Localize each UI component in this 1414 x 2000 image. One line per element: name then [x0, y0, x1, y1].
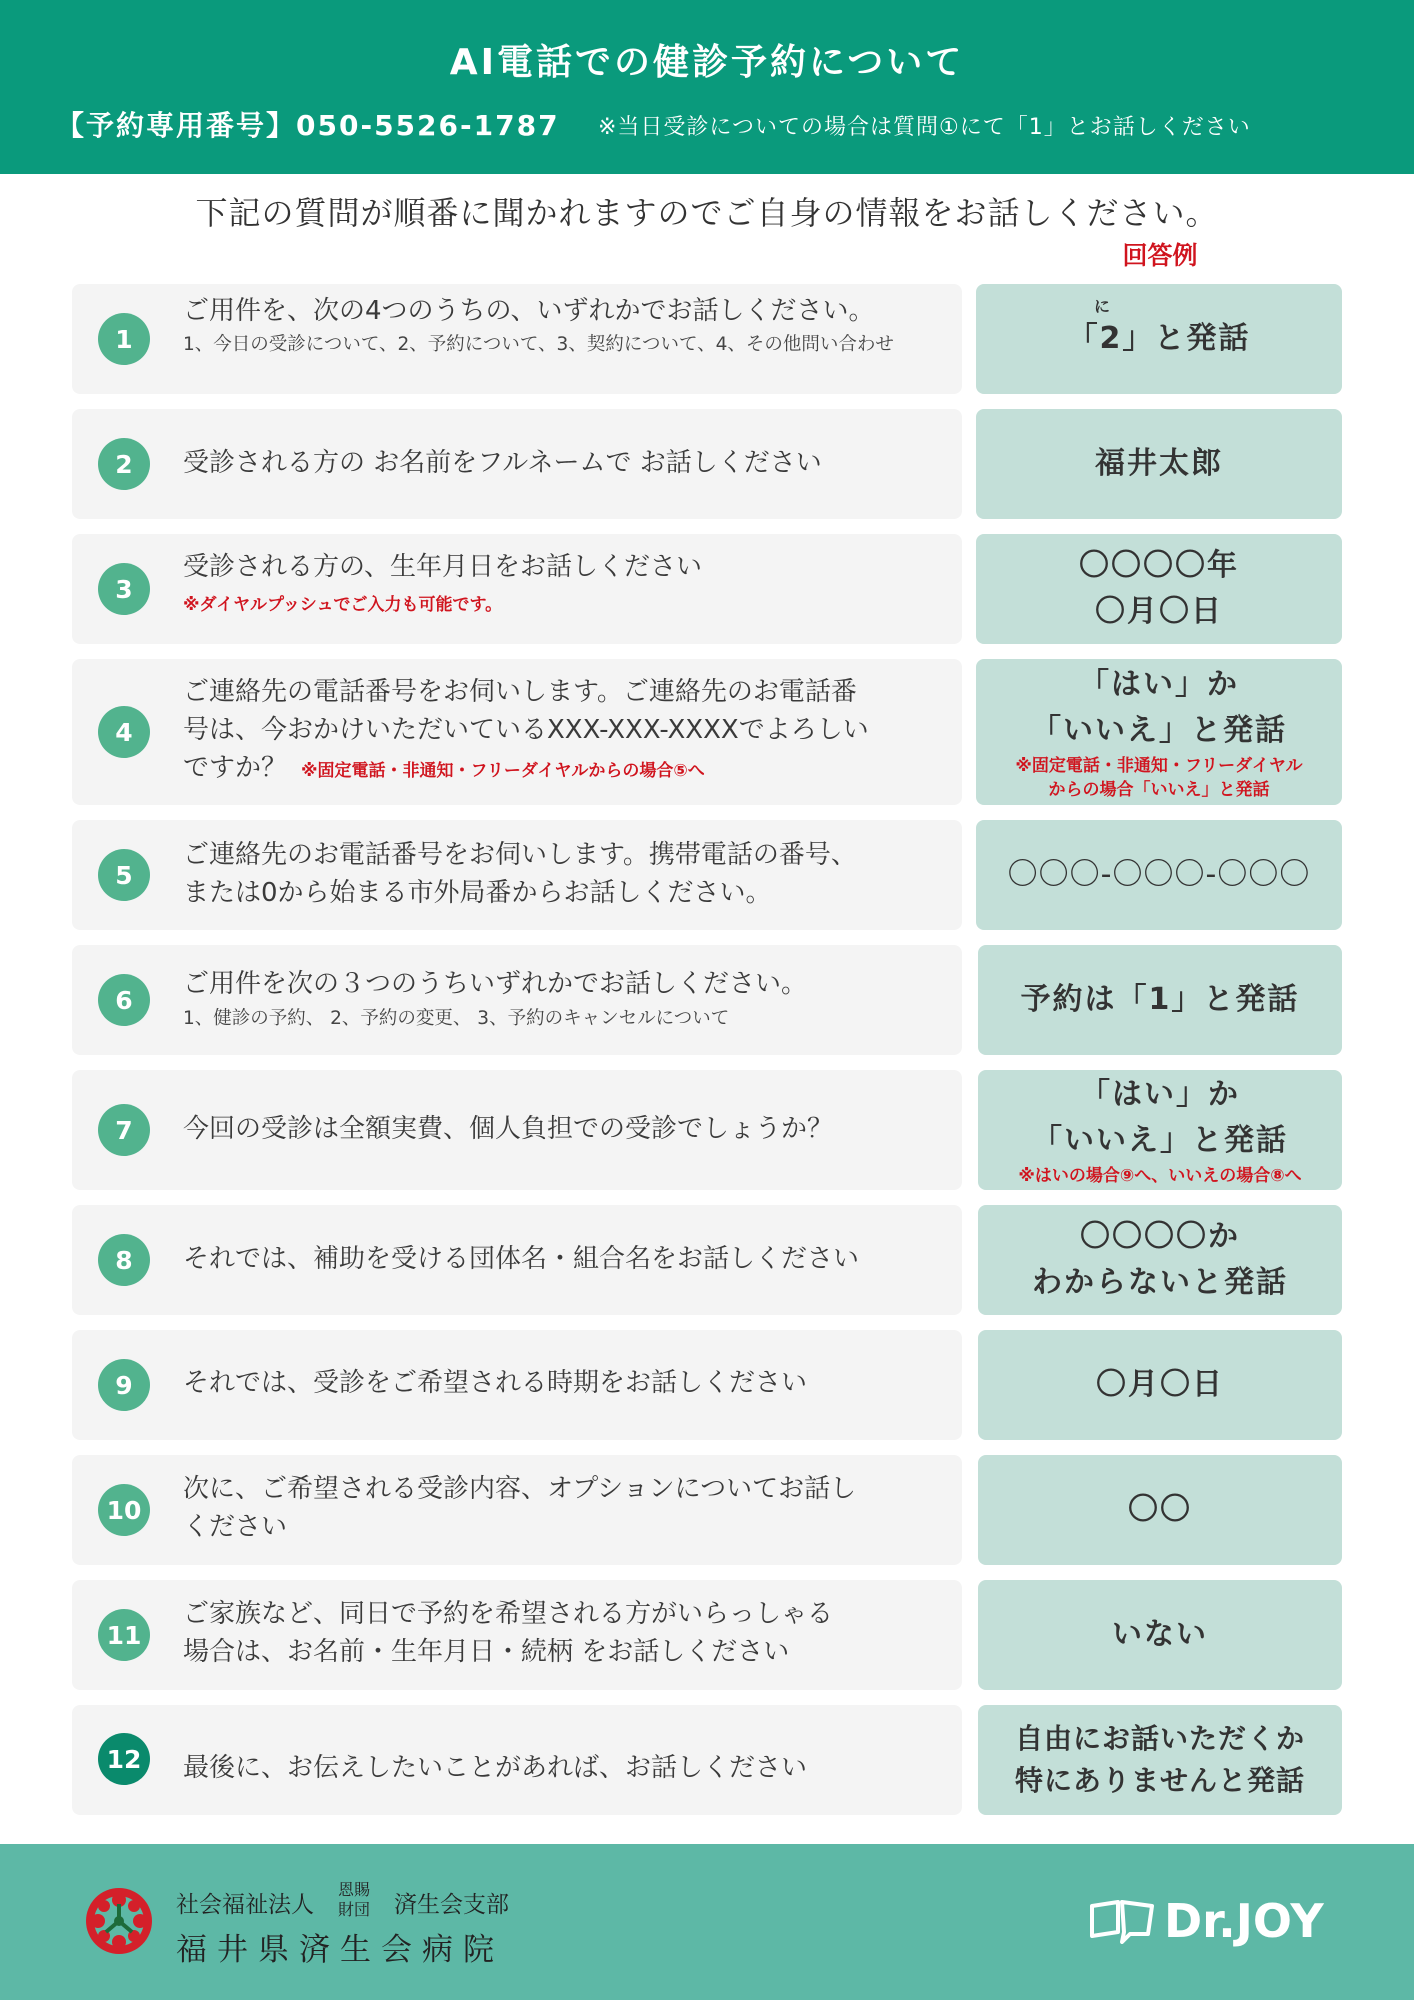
answer-line-2: 特にありませんと発話: [1014, 1764, 1305, 1797]
answer-line-1: 自由にお話いただくか: [1014, 1722, 1305, 1755]
question-subtext: 1、健診の予約、 2、予約の変更、 3、予約のキャンセルについて: [183, 1008, 730, 1029]
answer-line-2: 「いいえ」と発話: [1031, 713, 1287, 748]
question-row-8: [72, 1205, 1342, 1315]
question-line-1: ご連絡先のお電話番号をお伺いします。携帯電話の番号、: [183, 840, 857, 870]
drjoy-logo: [1088, 1894, 1324, 1948]
question-text: 受診される方の、生年月日をお話しください: [183, 552, 702, 582]
question-row-1: [72, 284, 1342, 394]
logo-text: Dr.JOY: [1164, 1894, 1324, 1948]
question-box: [72, 659, 962, 805]
question-line-2: ください: [183, 1512, 288, 1542]
answer-box: [978, 1705, 1342, 1815]
answer-box: [978, 1580, 1342, 1690]
question-row-10: [72, 1455, 1342, 1565]
book-chat-icon: [1088, 1898, 1158, 1944]
question-line-2: 号は、今おかけいただいているXXX-XXX-XXXXでよろしい: [183, 715, 869, 745]
step-badge-10: 10: [98, 1484, 150, 1536]
question-line-3: ですか？: [183, 753, 288, 783]
answer-box: [976, 820, 1342, 930]
answer-box: [978, 1205, 1342, 1315]
step-badge-2: 2: [98, 438, 150, 490]
question-box: [72, 284, 962, 394]
answer-line-2: わからないと発話: [1032, 1265, 1288, 1300]
question-text: 最後に、お伝えしたいことがあれば、お話しください: [183, 1753, 808, 1783]
answer-line-2: 「いいえ」と発話: [1032, 1123, 1288, 1158]
page-title: AI電話での健診予約について: [449, 42, 965, 83]
question-row-6: [72, 945, 1342, 1055]
question-row-12: [72, 1705, 1342, 1815]
answer-box: [976, 284, 1342, 394]
reservation-phone-number: 【予約専用番号】050-5526-1787: [56, 109, 560, 142]
answer-text: 〇月〇日: [1096, 1367, 1224, 1402]
question-box: [72, 1455, 962, 1565]
step-badge-12: 12: [98, 1733, 150, 1785]
answer-text: 〇〇〇-〇〇〇-〇〇〇: [1007, 857, 1311, 892]
step-badge-5: 5: [98, 849, 150, 901]
answer-example-label: 回答例: [1122, 241, 1198, 270]
step-badge-11: 11: [98, 1609, 150, 1661]
question-row-5: [72, 820, 1342, 930]
question-box: [72, 945, 962, 1055]
step-badge-3: 3: [98, 563, 150, 615]
question-row-3: [72, 534, 1342, 644]
answer-line-2: 〇月〇日: [1095, 594, 1223, 629]
answer-line-1: 「はい」か: [1079, 667, 1239, 702]
org-foundation-label: 恩賜 財団: [338, 1880, 371, 1919]
question-box: [72, 1330, 962, 1440]
org-branch: 済生会支部: [394, 1892, 509, 1918]
question-row-11: [72, 1580, 1342, 1690]
step-badge-1: 1: [98, 313, 150, 365]
answer-box: [978, 1070, 1342, 1190]
question-line-1: ご家族など、同日で予約を希望される方がいらっしゃる: [183, 1599, 834, 1629]
answer-box: [978, 945, 1342, 1055]
step-badge-7: 7: [98, 1104, 150, 1156]
question-box: [72, 1580, 962, 1690]
answer-line-1: 〇〇〇〇か: [1080, 1219, 1240, 1254]
step-badge-8: 8: [98, 1234, 150, 1286]
answer-box: [976, 534, 1342, 644]
question-row-4: [72, 659, 1342, 805]
hospital-name: 福井県済生会病院: [176, 1932, 504, 1968]
answer-text: いない: [1112, 1617, 1208, 1652]
question-text: ご用件を、次の4つのうちの、いずれかでお話しください。: [183, 296, 875, 326]
question-line-2: 場合は、お名前・生年月日・続柄 をお話しください: [183, 1637, 790, 1667]
answer-line-1: 「はい」か: [1080, 1077, 1240, 1112]
answer-box: [978, 1330, 1342, 1440]
question-line-2: または0から始まる市外局番からお話しください。: [183, 878, 772, 908]
question-row-2: [72, 409, 1342, 519]
fixed-phone-note: ※固定電話・非通知・フリーダイヤルからの場合⑤へ: [301, 761, 705, 781]
question-row-7: [72, 1070, 1342, 1190]
question-box: [72, 534, 962, 644]
answer-note: ※はいの場合⑨へ、いいえの場合⑧へ: [1018, 1166, 1302, 1186]
question-text: それでは、補助を受ける団体名・組合名をお話しください: [183, 1244, 860, 1274]
answer-box: [976, 409, 1342, 519]
question-box: [72, 820, 962, 930]
question-box: [72, 1705, 962, 1815]
header-banner: [0, 0, 1414, 174]
step-badge-9: 9: [98, 1359, 150, 1411]
saiseikai-emblem-icon: [84, 1886, 154, 1956]
intro-text: 下記の質問が順番に聞かれますのでご自身の情報をお話しください。: [195, 194, 1219, 232]
answer-text: 予約は「1」と発話: [1020, 982, 1300, 1017]
step-badge-6: 6: [98, 974, 150, 1026]
answer-line-1: 〇〇〇〇年: [1079, 548, 1239, 583]
question-subtext: 1、今日の受診について、2、予約について、3、契約について、4、その他問い合わせ: [183, 334, 894, 355]
ruby-annotation: に: [1094, 297, 1111, 316]
answer-box: [976, 659, 1342, 805]
question-box: [72, 1205, 962, 1315]
question-line-1: ご連絡先の電話番号をお伺いします。ご連絡先のお電話番: [183, 677, 857, 707]
question-row-9: [72, 1330, 1342, 1440]
question-line-1: 次に、ご希望される受診内容、オプションについてお話し: [183, 1474, 857, 1504]
answer-note-line-2: からの場合「いいえ」と発話: [1048, 780, 1270, 800]
footer: [0, 1844, 1414, 2000]
question-text: それでは、受診をご希望される時期をお話しください: [183, 1368, 808, 1398]
answer-text: 〇〇: [1128, 1492, 1192, 1527]
same-day-note: ※当日受診についての場合は質問①にて「1」とお話しください: [598, 115, 1251, 140]
question-text: 今回の受診は全額実費、個人負担での受診でしょうか？: [183, 1114, 834, 1144]
question-text: ご用件を次の３つのうちいずれかでお話しください。: [183, 969, 808, 999]
question-box: [72, 409, 962, 519]
answer-box: [978, 1455, 1342, 1565]
answer-text: 福井太郎: [1095, 446, 1223, 481]
step-badge-4: 4: [98, 706, 150, 758]
answer-text: 「2」と発話: [1067, 321, 1251, 356]
answer-note-line-1: ※固定電話・非通知・フリーダイヤル: [1015, 756, 1303, 776]
question-box: [72, 1070, 962, 1190]
dial-push-note: ※ダイヤルプッシュでご入力も可能です。: [183, 595, 503, 615]
org-type: 社会福祉法人: [176, 1892, 314, 1918]
question-text: 受診される方の お名前をフルネームで お話しください: [183, 448, 822, 478]
